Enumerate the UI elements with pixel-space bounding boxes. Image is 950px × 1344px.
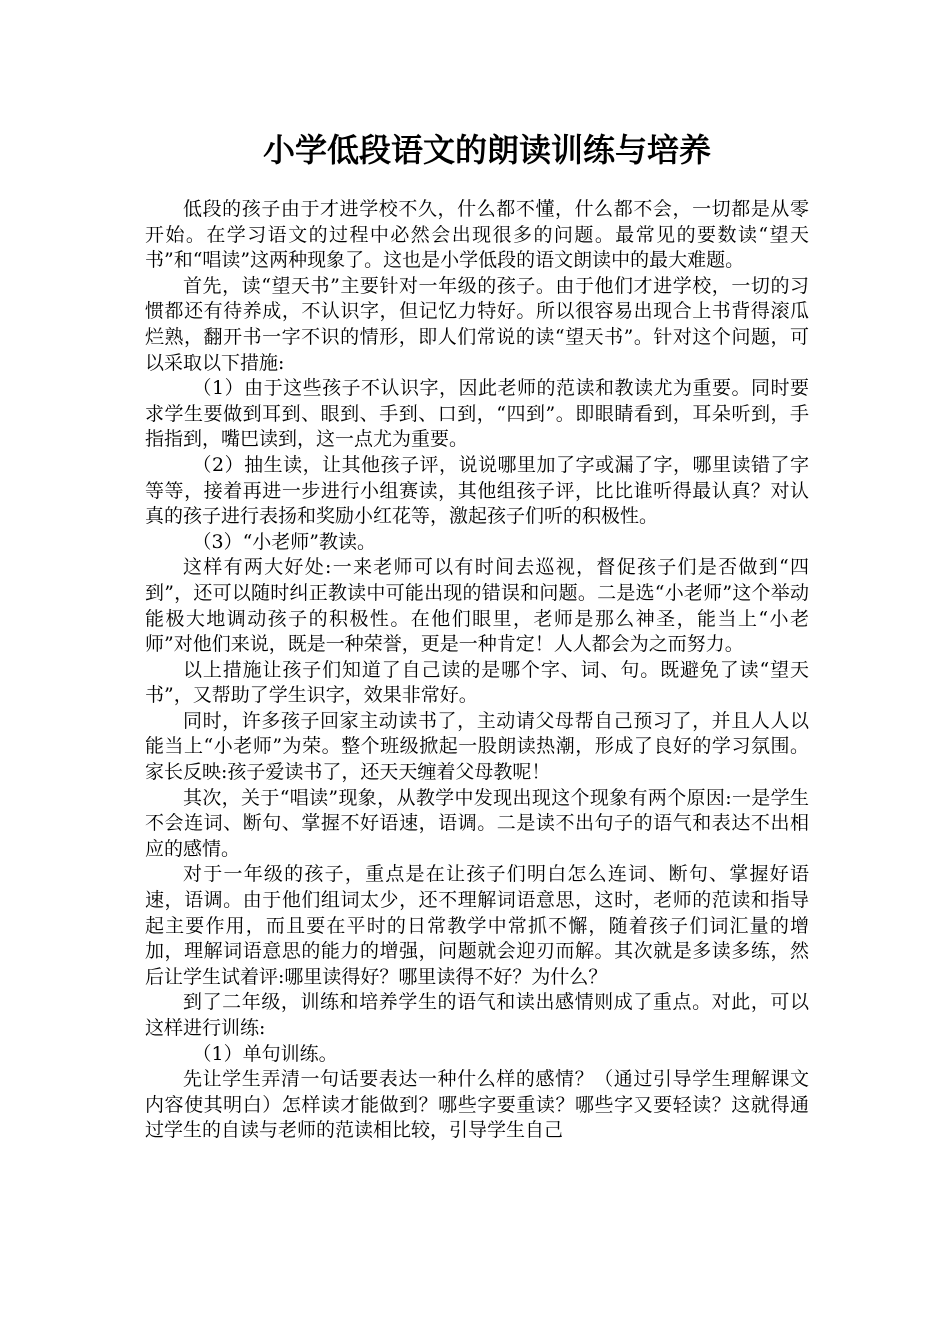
paragraph-benefits: 这样有两大好处:一来老师可以有时间去巡视，督促孩子们是否做到“四到”，还可以随时纠正教读中可能出现的错误和问题。二是选“小老师”这个举动能极大地调动孩子的积极性。在他们眼里，老师是那么神圣，能当上“小老师”对他们来说，既是一种荣誉，更是一种肯定！人人都会为之而努力。: [145, 556, 809, 656]
document-body: [145, 197, 809, 1144]
paragraph-intro: 低段的孩子由于才进学校不久，什么都不懂，什么都不会，一切都是从零开始。在学习语文的过程中必然会出现很多的问题。最常见的要数读“望天书”和“唱读”这两种现象了。这也是小学低段的语文朗读中的最大难题。: [145, 198, 809, 272]
paragraph-atmosphere: 同时，许多孩子回家主动读书了，主动请父母帮自己预习了，并且人人以能当上“小老师”为荣。整个班级掀起一股朗读热潮，形成了良好的学习氛围。家长反映:孩子爱读书了，还天天缠着父母教呢！: [145, 709, 809, 784]
paragraph-sentence-detail: 先让学生弄清一句话要表达一种什么样的感情？（通过引导学生理解课文内容使其明白）怎样读才能做到？哪些字要重读？哪些字又要轻读？这就得通过学生的自读与老师的范读相比较，引导学生自己: [145, 1068, 809, 1142]
paragraph-measure-2: （2）抽生读，让其他孩子评，说说哪里加了字或漏了字，哪里读错了字等等，接着再进一步进行小组赛读，其他组孩子评，比比谁听得最认真？对认真的孩子进行表扬和奖励小红花等，激起孩子们听的积极性。: [145, 453, 809, 528]
paragraph-measure-1: （1）由于这些孩子不认识字，因此老师的范读和教读尤为重要。同时要求学生要做到耳到、眼到、手到、口到，“四到”。即眼睛看到，耳朵听到，手指指到，嘴巴读到，这一点尤为重要。: [145, 377, 809, 451]
paragraph-measure-3: （3）“小老师”教读。: [192, 530, 377, 553]
paragraph-second-issue: 其次，关于“唱读”现象，从教学中发现出现这个现象有两个原因:一是学生不会连词、断句、掌握不好语速，语调。二是读不出句子的语气和表达不出相应的感情。: [145, 786, 809, 860]
paragraph-effect: 以上措施让孩子们知道了自己读的是哪个字、词、句。既避免了读“望天书”，又帮助了学生识字，效果非常好。: [145, 658, 809, 707]
paragraph-grade-one: 对于一年级的孩子，重点是在让孩子们明白怎么连词、断句、掌握好语速，语调。由于他们组词太少，还不理解词语意思，这时，老师的范读和指导起主要作用，而且要在平时的日常教学中常抓不懈，随着孩子们词汇量的增加，理解词语意思的能力的增强，问题就会迎刃而解。其次就是多读多练，然后让学生试着评:哪里读得好？哪里读得不好？为什么？: [145, 863, 809, 988]
paragraph-first-issue: 首先，读“望天书”主要针对一年级的孩子。由于他们才进学校，一切的习惯都还有待养成，不认识字，但记忆力特好。所以很容易出现合上书背得滚瓜烂熟，翻开书一字不识的情形，即人们常说的读“望天书”。针对这个问题，可以采取以下措施:: [145, 274, 809, 374]
paragraph-grade-two: 到了二年级，训练和培养学生的语气和读出感情则成了重点。对此，可以这样进行训练:: [145, 991, 809, 1039]
document-title: 小学低段语文的朗读训练与培养: [263, 131, 712, 169]
paragraph-sentence-training: （1）单句训练。: [192, 1042, 338, 1065]
